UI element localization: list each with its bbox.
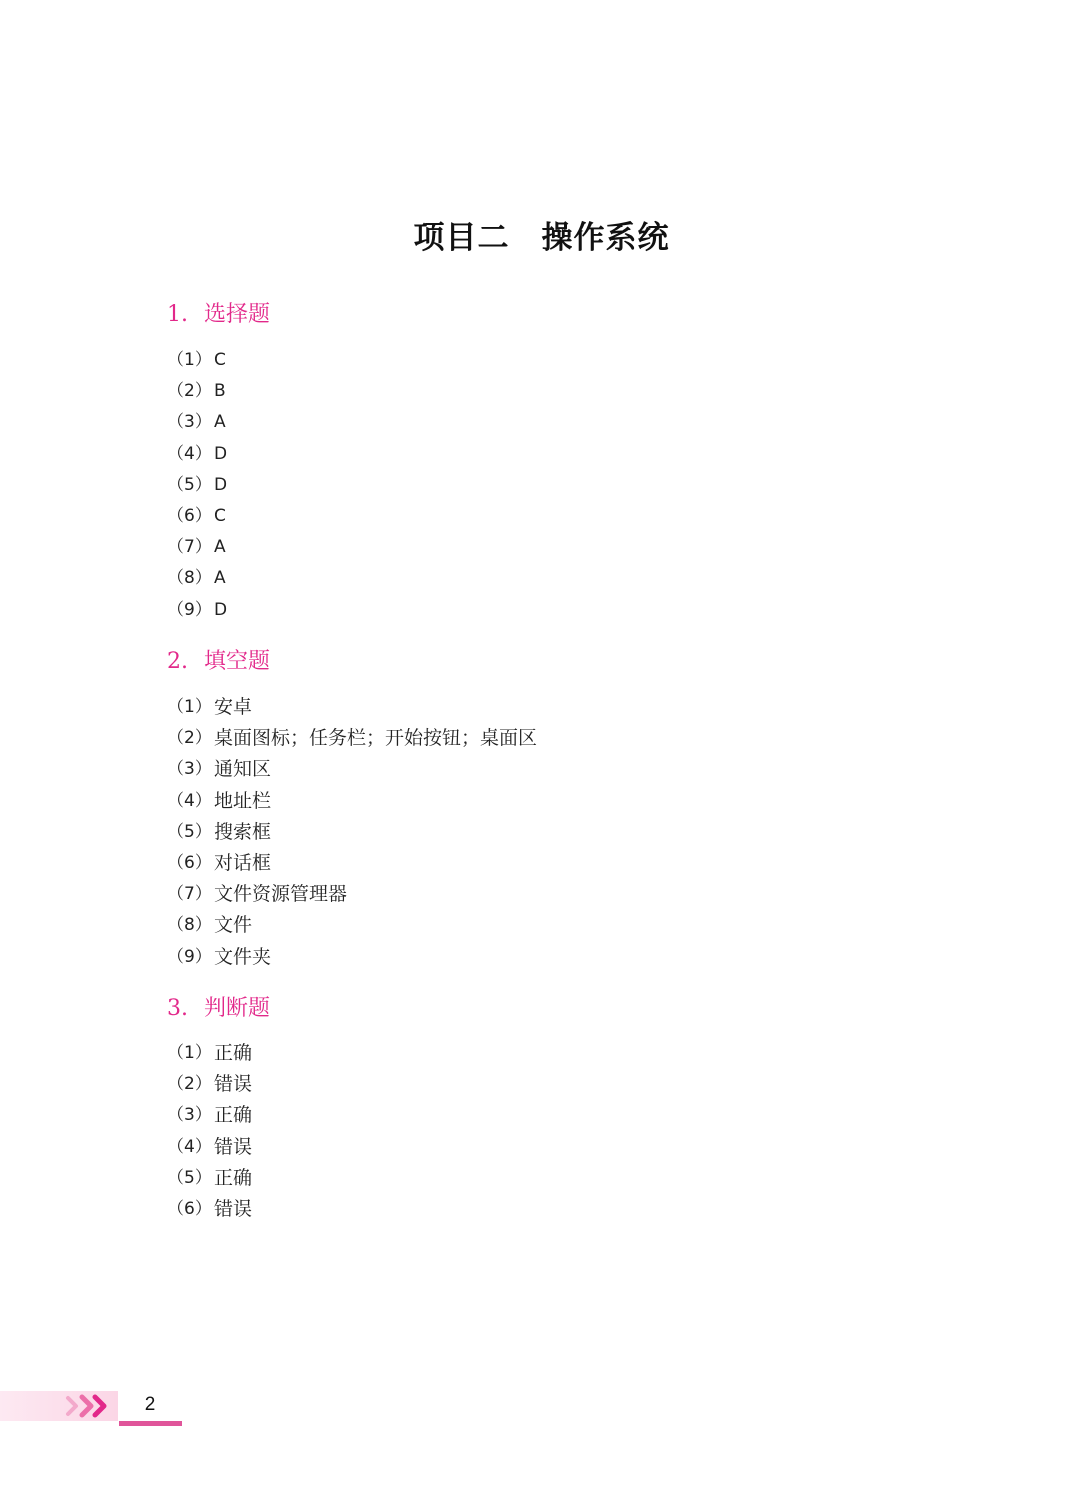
item-answer: 搜索框	[214, 820, 272, 843]
item-answer: A	[214, 568, 226, 589]
item-answer: 文件	[214, 914, 253, 937]
list-item	[167, 1069, 252, 1100]
item-index: （6）	[167, 1198, 212, 1219]
list-item	[167, 532, 227, 563]
item-answer: D	[214, 443, 228, 464]
page-title: 项目二 操作系统	[413, 220, 670, 256]
item-answer: 安卓	[214, 696, 253, 718]
list-item	[167, 910, 537, 941]
double-chevron-right-icon	[64, 1393, 112, 1419]
list-item	[167, 786, 537, 817]
item-answer: D	[214, 599, 228, 620]
item-answer: A	[214, 412, 226, 433]
page-number: 2	[144, 1394, 156, 1415]
item-answer: D	[214, 474, 228, 495]
item-index: （7）	[167, 884, 212, 905]
section-heading-choice	[167, 297, 270, 328]
item-answer: 错误	[214, 1197, 253, 1220]
item-index: （5）	[167, 474, 212, 495]
list-item	[167, 692, 537, 723]
list-item	[167, 407, 227, 438]
item-index: （3）	[167, 759, 212, 780]
item-answer: 错误	[214, 1073, 253, 1096]
list-item	[167, 817, 537, 848]
list-item	[167, 1194, 252, 1225]
item-index: （8）	[167, 915, 212, 936]
item-index: （4）	[167, 790, 212, 811]
item-answer: 对话框	[214, 851, 272, 874]
item-answer: 正确	[214, 1166, 253, 1189]
true-false-answer-list	[167, 1038, 252, 1225]
list-item	[167, 1132, 252, 1163]
item-answer: 正确	[214, 1042, 253, 1064]
item-answer: 通知区	[214, 758, 272, 781]
section-heading-true-false	[167, 991, 270, 1022]
item-answer: 错误	[214, 1135, 253, 1158]
item-index: （1）	[167, 697, 212, 717]
section-number: 1.	[167, 302, 188, 327]
list-item	[167, 376, 227, 407]
section-title: 填空题	[204, 649, 271, 674]
list-item	[167, 470, 227, 501]
item-index: （5）	[167, 821, 212, 842]
list-item	[167, 723, 537, 754]
fill-blank-answer-list	[167, 692, 537, 973]
item-answer: C	[214, 505, 226, 526]
item-index: （9）	[167, 946, 212, 967]
item-answer: 地址栏	[214, 789, 272, 812]
item-index: （4）	[167, 1136, 212, 1157]
list-item	[167, 501, 227, 532]
item-index: （6）	[167, 852, 212, 873]
item-index: （8）	[167, 568, 212, 589]
item-index: （7）	[167, 537, 212, 558]
item-index: （1）	[167, 350, 212, 370]
list-item	[167, 595, 227, 626]
item-index: （2）	[167, 1074, 212, 1095]
item-index: （5）	[167, 1167, 212, 1188]
list-item	[167, 754, 537, 785]
list-item	[167, 848, 537, 879]
item-answer: 文件夹	[214, 945, 272, 968]
item-answer: C	[214, 350, 226, 370]
list-item	[167, 345, 227, 376]
section-title: 判断题	[204, 996, 271, 1021]
item-index: （4）	[167, 443, 212, 464]
choice-answer-list	[167, 345, 227, 626]
item-index: （3）	[167, 1105, 212, 1126]
item-answer: 文件资源管理器	[214, 883, 348, 906]
item-index: （9）	[167, 599, 212, 620]
item-answer: A	[214, 537, 226, 558]
list-item	[167, 439, 227, 470]
item-index: （6）	[167, 505, 212, 526]
item-answer: B	[214, 381, 226, 402]
list-item	[167, 1100, 252, 1131]
section-number: 3.	[167, 996, 188, 1021]
item-index: （1）	[167, 1043, 212, 1063]
item-answer: 正确	[214, 1104, 253, 1127]
list-item	[167, 942, 537, 973]
section-title: 选择题	[204, 302, 271, 327]
list-item	[167, 879, 537, 910]
section-heading-fill-blank	[167, 644, 270, 675]
item-answer: 桌面图标；任务栏；开始按钮；桌面区	[214, 727, 538, 750]
item-index: （2）	[167, 381, 212, 402]
list-item	[167, 563, 227, 594]
page-number-underline	[119, 1421, 182, 1426]
item-index: （2）	[167, 728, 212, 749]
list-item	[167, 1163, 252, 1194]
section-number: 2.	[167, 649, 188, 674]
list-item	[167, 1038, 252, 1069]
item-index: （3）	[167, 412, 212, 433]
